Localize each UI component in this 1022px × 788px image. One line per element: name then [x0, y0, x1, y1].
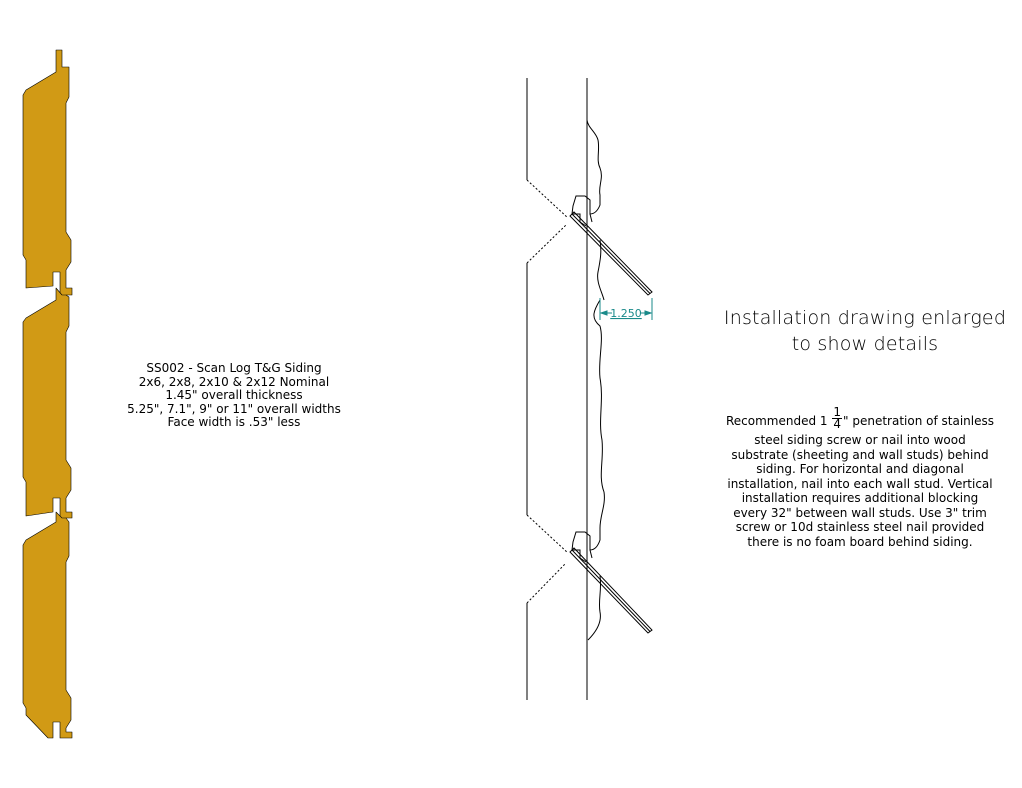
siding-spec: [118, 362, 350, 430]
bevel-lower-bottom: [527, 563, 566, 603]
installation-detail: [527, 78, 652, 700]
spec-line: SS002 - Scan Log T&G Siding: [146, 361, 322, 375]
board-back-middle: [572, 300, 604, 556]
board-back-upper: [572, 120, 604, 300]
fraction-numerator: 1: [833, 405, 842, 419]
fraction-denominator: 4: [833, 417, 842, 431]
bevel-upper-top: [527, 180, 568, 218]
spec-line: 1.45" overall thickness: [165, 388, 303, 402]
siding-board-middle: [23, 288, 72, 530]
nail-upper: [570, 212, 652, 295]
detail-title: [700, 305, 1022, 357]
bevel-lower-top: [527, 515, 568, 553]
spec-line: 5.25", 7.1", 9" or 11" overall widths: [127, 401, 341, 416]
note-body: " penetration of stainless steel siding screw or nail into wood substrate (sheeting and wall studs) behind siding. For horizontal and diagonal installation, nail into each wall stud. Vertical installation requires additional blocking every 32" between wall studs. Use 3" trim screw or 10d stainless steel nail provided there is no foam board behind siding.: [727, 414, 994, 549]
board-back-lower: [588, 576, 601, 640]
nail-lower: [570, 548, 652, 633]
detail-title-line1: Installation drawing enlarged: [723, 307, 1007, 329]
siding-board-top: [23, 50, 72, 303]
note-prefix: Recommended 1: [726, 414, 828, 428]
spec-line: Face width is .53" less: [167, 415, 301, 429]
detail-title-line2: to show details: [791, 333, 939, 355]
installation-note: [726, 405, 994, 549]
siding-board-bottom: [23, 512, 72, 738]
bevel-upper-bottom: [527, 225, 566, 263]
siding-profile: [23, 50, 72, 738]
fraction: [832, 407, 842, 430]
dimension-label: 1.250: [610, 307, 642, 320]
spec-line: 2x6, 2x8, 2x10 & 2x12 Nominal: [138, 374, 330, 389]
